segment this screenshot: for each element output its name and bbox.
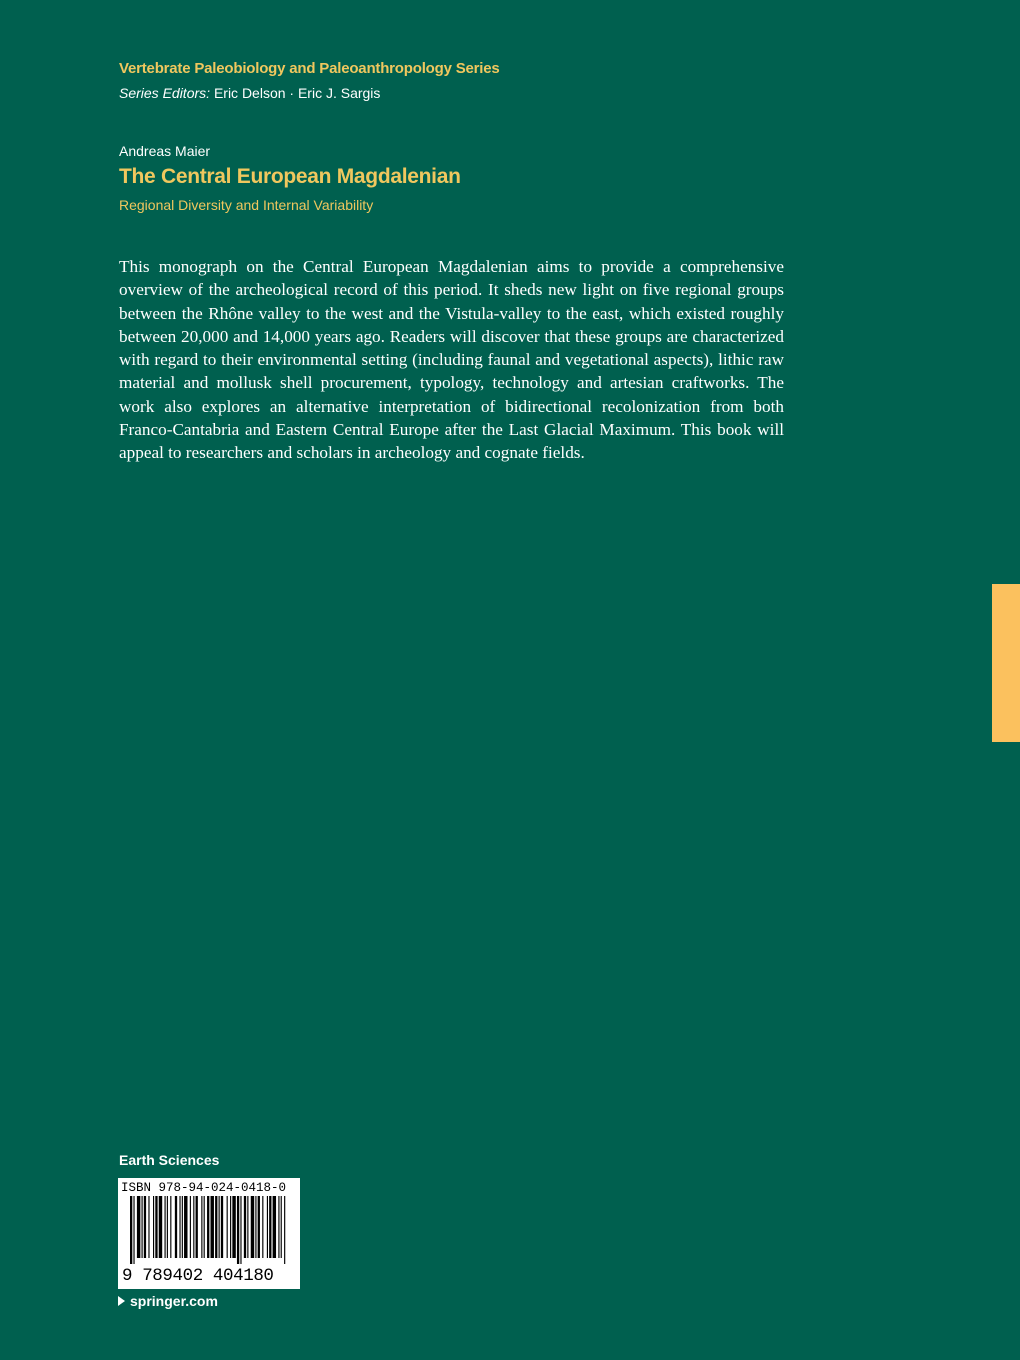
barcode-bar [267,1196,268,1258]
barcode-bar [144,1196,146,1258]
series-editors-label: Series Editors: [119,85,211,101]
barcode-bar [207,1196,209,1258]
color-side-tab [992,584,1020,742]
barcode-bar [240,1196,241,1264]
barcode-bar [182,1196,183,1258]
isbn-barcode [118,1178,300,1289]
barcode-bar [167,1196,168,1258]
barcode-bar [284,1196,285,1264]
barcode-bar [230,1196,231,1258]
barcode-bar [204,1196,205,1258]
series-editors-names: Eric Delson · Eric J. Sargis [213,85,381,101]
barcode-bar [142,1196,143,1258]
barcode-bar [170,1196,171,1258]
barcode-bar [262,1196,263,1258]
barcode-bar [130,1196,132,1264]
barcode-bar [137,1196,140,1258]
barcode-bar [221,1196,223,1258]
barcode-bar [148,1196,149,1258]
arrow-right-icon [118,1296,125,1306]
book-description: This monograph on the Central European Magdalenian aims to provide a comprehensive overview of the archeological record of this period. It sheds new light on five regional groups between the Rhône valley to the west and the Vistula-valley to the east, which existed roughly between 20,000 and 14,000 years ago. Readers will discover that these groups are characterized with regard to their environmental setting (including faunal and vegetational aspects), lithic raw material and mollusk shell procurement, typology, technology and artesian craftworks. The work also explores an alternative interpretation of bidirectional recolonization from both Franco-Cantabria and Eastern Central Europe after the Last Glacial Maximum. This book will appeal to researchers and scholars in archeology and cognate fields. [119,257,784,463]
barcode-bars [118,1196,300,1266]
book-subtitle: Regional Diversity and Internal Variability [119,197,374,213]
barcode-bar [159,1196,162,1258]
barcode-bar [190,1196,191,1258]
series-editors [119,85,380,101]
publisher-website-link[interactable] [118,1293,218,1309]
barcode-bar [165,1196,166,1258]
barcode-bar [155,1196,157,1258]
barcode-bar [237,1196,239,1264]
subject-category: Earth Sciences [119,1152,220,1168]
barcode-bar [184,1196,187,1258]
isbn-label: ISBN 978-94-024-0418-0 [121,1181,287,1195]
barcode-bar [227,1196,228,1258]
barcode-bar [255,1196,256,1258]
barcode-bar [258,1196,260,1258]
barcode-bar [232,1196,235,1258]
barcode-bar [281,1196,282,1258]
barcode-number: 9 789402 404180 [122,1266,274,1286]
barcode-bar [175,1196,177,1258]
barcode-bar [196,1196,198,1258]
barcode-bar [251,1196,254,1258]
barcode-bar [219,1196,220,1258]
barcode-bar [273,1196,276,1258]
barcode-bar [215,1196,217,1258]
publisher-website-text: springer.com [130,1293,218,1309]
barcode-bar [153,1196,154,1258]
barcode-bar [133,1196,134,1264]
barcode-bar [211,1196,214,1258]
series-title: Vertebrate Paleobiology and Paleoanthropology Series [119,60,500,77]
barcode-bar [247,1196,248,1258]
book-title: The Central European Magdalenian [119,165,461,188]
barcode-bar [244,1196,246,1258]
barcode-bar [278,1196,279,1258]
barcode-bar [179,1196,180,1258]
barcode-bar [193,1196,194,1258]
author-name: Andreas Maier [119,143,211,159]
barcode-bar [201,1196,202,1258]
barcode-bar [269,1196,271,1258]
